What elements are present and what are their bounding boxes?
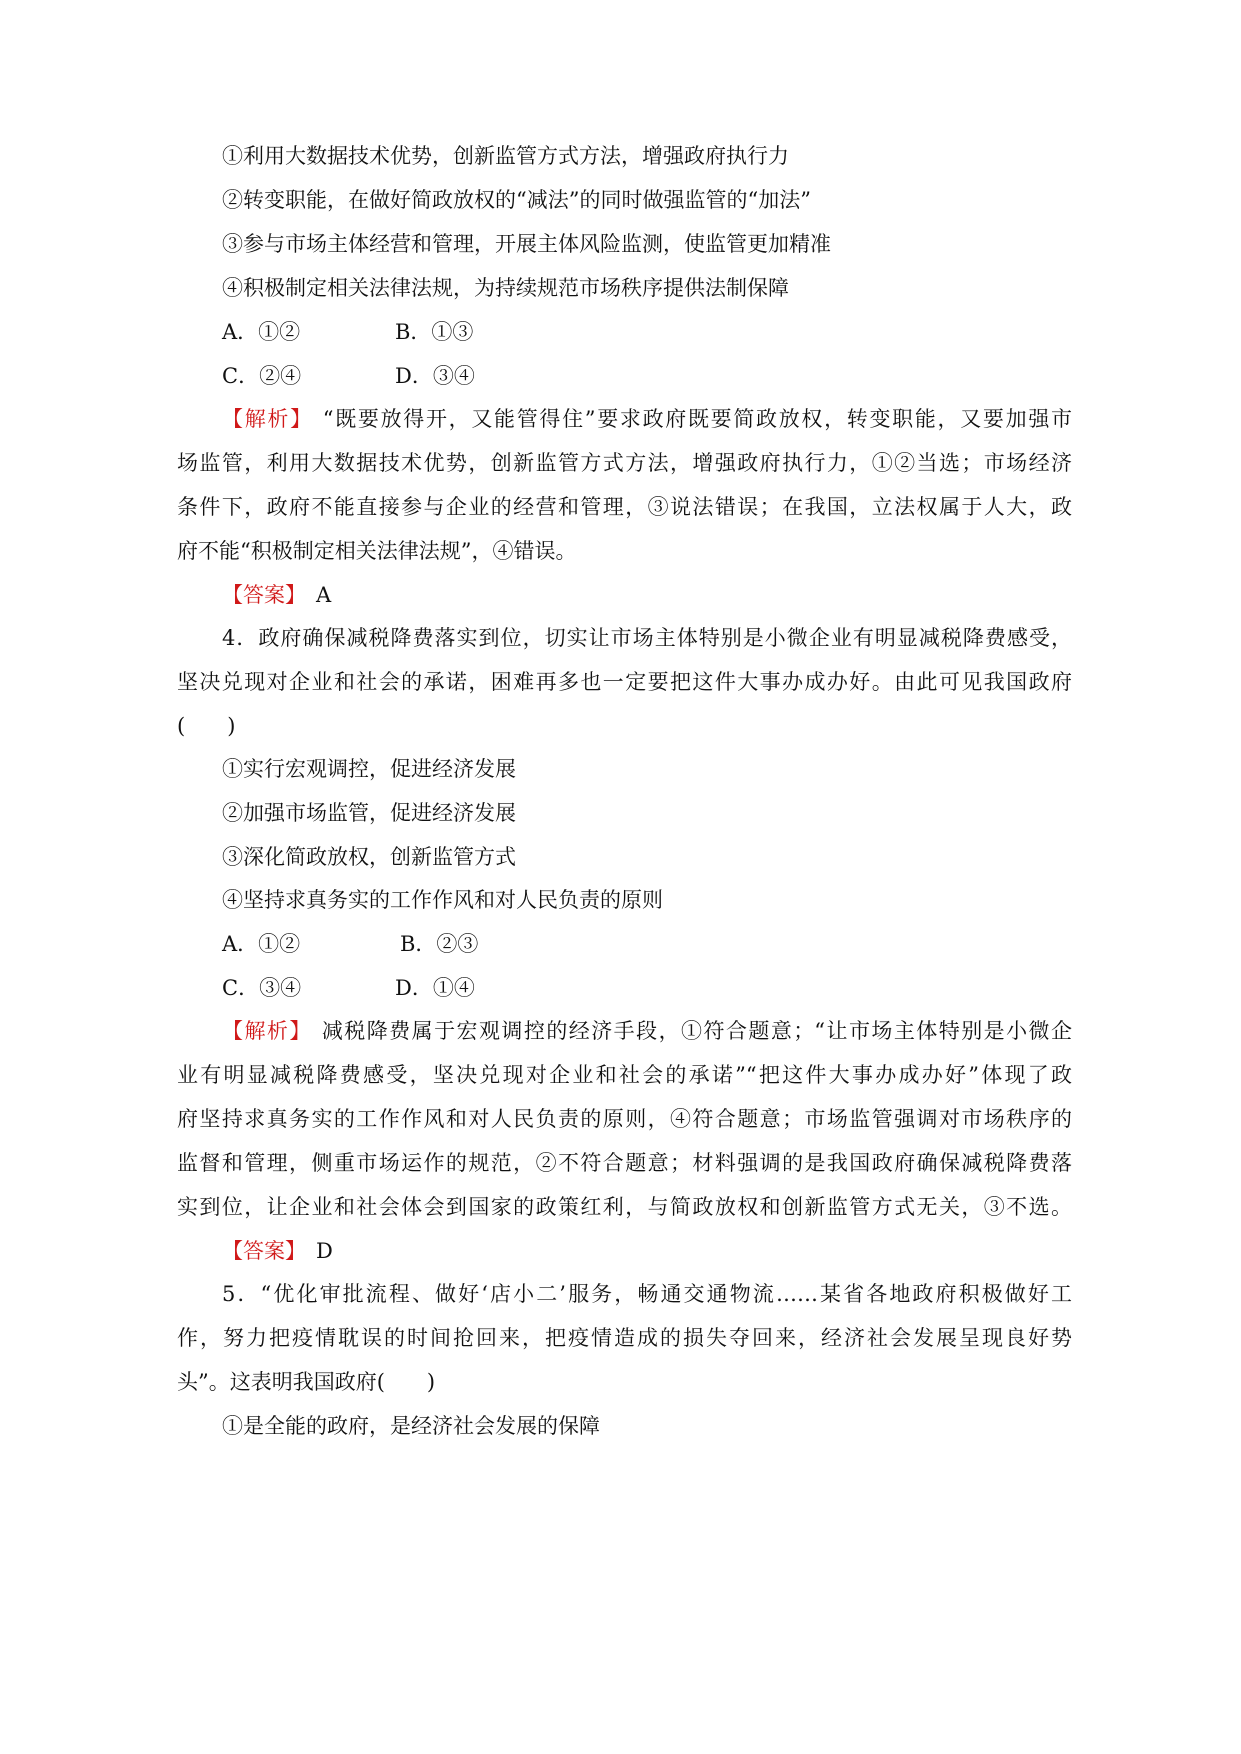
q3-answer-line bbox=[222, 581, 1117, 609]
q3-option-2: ②转变职能，在做好简政放权的“减法”的同时做强监管的“加法” bbox=[222, 188, 811, 212]
q5-option-1: ①是全能的政府，是经济社会发展的保障 bbox=[222, 1414, 600, 1438]
q4-answer-line bbox=[222, 1237, 1117, 1265]
q4-analysis-line-4: 监督和管理，侧重市场运作的规范，②不符合题意；材料强调的是我国政府确保减税降费落 bbox=[177, 1151, 1072, 1175]
q3-option-3: ③参与市场主体经营和管理，开展主体风险监测，使监管更加精准 bbox=[222, 232, 831, 256]
q3-choice-d: D．③④ bbox=[395, 364, 475, 388]
q4-answer-value: D bbox=[316, 1239, 333, 1263]
q4-analysis-line-3: 府坚持求真务实的工作作风和对人民负责的原则，④符合题意；市场监管强调对市场秩序的 bbox=[177, 1107, 1072, 1131]
q4-option-2: ②加强市场监管，促进经济发展 bbox=[222, 801, 516, 825]
q3-answer-tag: 【答案】 bbox=[222, 583, 306, 607]
q3-analysis-line-3: 条件下，政府不能直接参与企业的经营和管理，③说法错误；在我国，立法权属于人大，政 bbox=[177, 495, 1072, 519]
q4-analysis-line-2: 业有明显减税降费感受，坚决兑现对企业和社会的承诺”“把这件大事办成办好”体现了政 bbox=[177, 1063, 1072, 1087]
q4-option-1: ①实行宏观调控，促进经济发展 bbox=[222, 757, 516, 781]
q5-stem-line-1: 5．“优化审批流程、做好‘店小二’服务，畅通交通物流……某省各地政府积极做好工 bbox=[222, 1282, 1072, 1306]
q4-option-4: ④坚持求真务实的工作作风和对人民负责的原则 bbox=[222, 888, 663, 912]
q3-option-1: ①利用大数据技术优势，创新监管方式方法，增强政府执行力 bbox=[222, 144, 789, 168]
q4-analysis-line-1: 【解析】 减税降费属于宏观调控的经济手段，①符合题意；“让市场主体特别是小微企 bbox=[222, 1019, 1073, 1043]
q3-analysis-line-1: 【解析】 “既要放得开，又能管得住”要求政府既要简政放权，转变职能，又要加强市 bbox=[222, 407, 1073, 431]
q4-choice-c: C．③④ bbox=[222, 976, 302, 1000]
q4-stem-line-1: 4．政府确保减税降费落实到位，切实让市场主体特别是小微企业有明显减税降费感受， bbox=[222, 626, 1072, 650]
q4-choice-b: B．②③ bbox=[400, 932, 479, 956]
q3-choice-a: A．①② bbox=[222, 320, 301, 344]
q5-stem-line-3: 头”。这表明我国政府( ) bbox=[177, 1370, 436, 1394]
q3-analysis-line-2: 场监管，利用大数据技术优势，创新监管方式方法，增强政府执行力，①②当选；市场经济 bbox=[177, 451, 1072, 475]
q3-choice-b: B．①③ bbox=[395, 320, 474, 344]
q3-choice-c: C．②④ bbox=[222, 364, 302, 388]
q3-option-4: ④积极制定相关法律法规，为持续规范市场秩序提供法制保障 bbox=[222, 276, 789, 300]
q3-answer-value: A bbox=[316, 583, 332, 607]
q4-analysis-line-5: 实到位，让企业和社会体会到国家的政策红利，与简政放权和创新监管方式无关，③不选。 bbox=[177, 1195, 1072, 1219]
q4-answer-tag: 【答案】 bbox=[222, 1239, 306, 1263]
q4-analysis-tag: 【解析】 bbox=[222, 1019, 312, 1043]
q4-stem-line-3: ( ) bbox=[177, 714, 236, 738]
q3-analysis-line-4: 府不能“积极制定相关法律法规”，④错误。 bbox=[177, 539, 577, 563]
q4-choice-a: A．①② bbox=[222, 932, 301, 956]
q5-stem-line-2: 作，努力把疫情耽误的时间抢回来，把疫情造成的损失夺回来，经济社会发展呈现良好势 bbox=[177, 1326, 1072, 1350]
q4-choice-d: D．①④ bbox=[395, 976, 475, 1000]
q4-stem-line-2: 坚决兑现对企业和社会的承诺，困难再多也一定要把这件大事办成办好。由此可见我国政府 bbox=[177, 670, 1072, 694]
q4-option-3: ③深化简政放权，创新监管方式 bbox=[222, 845, 516, 869]
q3-analysis-tag: 【解析】 bbox=[222, 407, 313, 431]
